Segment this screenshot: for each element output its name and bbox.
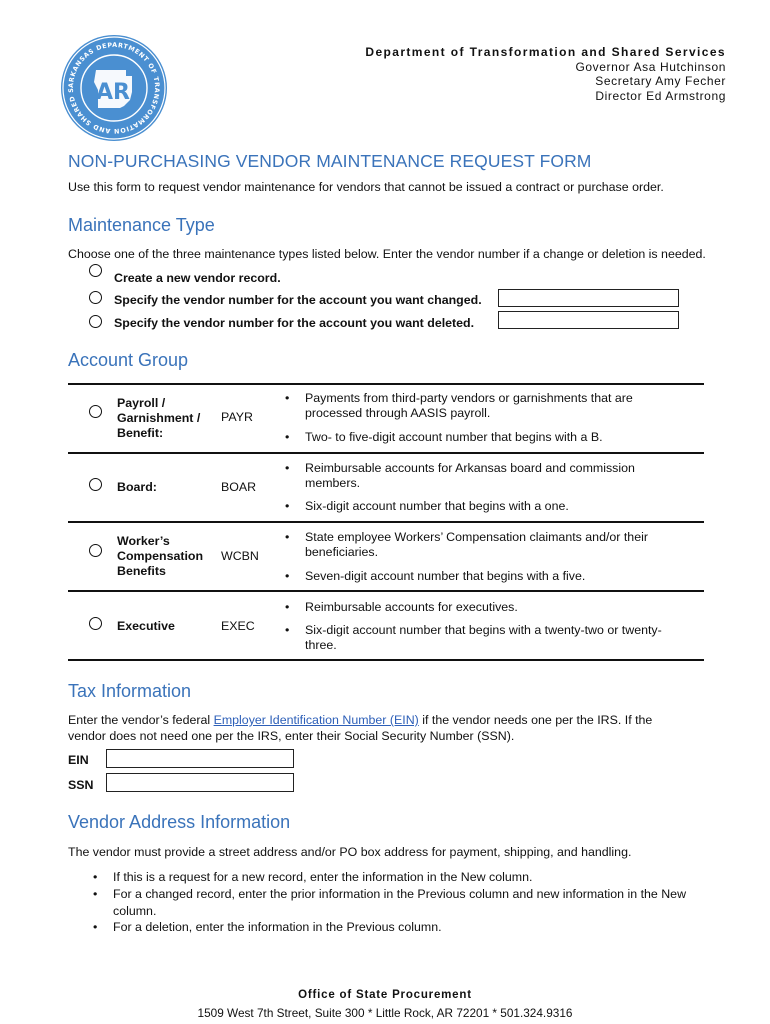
footer-address: 1509 West 7th Street, Suite 300 * Little Rock, AR 72201 * 501.324.9316 <box>197 1006 573 1020</box>
secretary-line: Secretary Amy Fecher <box>595 74 726 88</box>
account-code-wcbn: WCBN <box>221 549 259 563</box>
footer-office: Office of State Procurement <box>298 989 472 1001</box>
ein-label: EIN <box>68 753 89 767</box>
account-bullet: • Seven-digit account number that begins with a five. <box>305 569 670 584</box>
radio-board[interactable] <box>89 478 102 491</box>
address-bullet: • For a changed record, enter the prior information in the Previous column and new information in the New column. <box>113 886 703 919</box>
svg-text:ARKANSAS DEPARTMENT OF TRANSFO: ARKANSAS DEPARTMENT OF TRANSFORMATION AND SHARED S <box>66 40 162 136</box>
account-name-payroll: Payroll / Garnishment / Benefit: <box>117 396 201 440</box>
maintenance-instructions: Choose one of the three maintenance types listed below. Enter the vendor number if a change or deletion is needed. <box>68 247 706 261</box>
governor-line: Governor Asa Hutchinson <box>575 59 726 74</box>
account-group-heading: Account Group <box>68 350 189 370</box>
department-seal <box>60 34 168 142</box>
maintenance-heading: Maintenance Type <box>68 215 215 235</box>
option-delete-label: Specify the vendor number for the account you want deleted. <box>114 316 475 330</box>
account-code-exec: EXEC <box>221 619 255 633</box>
delete-vendor-number-field[interactable] <box>498 311 679 329</box>
address-bullet: • If this is a request for a new record, enter the information in the New column. <box>113 869 703 886</box>
tax-heading: Tax Information <box>68 681 192 701</box>
form-title: NON-PURCHASING VENDOR MAINTENANCE REQUEST FORM <box>68 151 592 171</box>
table-rule <box>68 590 704 592</box>
table-rule <box>68 659 704 661</box>
radio-create-new[interactable] <box>89 264 102 277</box>
account-code-boar: BOAR <box>221 480 257 494</box>
radio-executive[interactable] <box>89 617 102 630</box>
account-code-payr: PAYR <box>221 410 253 424</box>
ein-link[interactable]: Employer Identification Number (EIN) <box>213 713 419 727</box>
table-rule <box>68 452 704 454</box>
address-heading: Vendor Address Information <box>68 812 291 832</box>
radio-change[interactable] <box>89 291 102 304</box>
director-line: Director Ed Armstrong <box>595 88 726 103</box>
account-name-workers-comp: Worker’s Compensation Benefits <box>117 534 204 578</box>
svg-text:AR: AR <box>96 80 130 105</box>
account-bullet: • Six-digit account number that begins with a one. <box>305 499 670 514</box>
account-bullet: • State employee Workers’ Compensation claimants and/or their beneficiaries. <box>305 530 670 560</box>
table-rule <box>68 383 704 385</box>
ssn-label: SSN <box>68 778 94 792</box>
account-bullet: • Payments from third-party vendors or garnishments that are processed through AASIS payroll. <box>305 391 670 421</box>
address-intro: The vendor must provide a street address and/or PO box address for payment, shipping, and handling. <box>68 845 632 859</box>
account-name-board: Board: <box>117 480 157 494</box>
address-bullet: • For a deletion, enter the information in the Previous column. <box>113 919 703 936</box>
option-change-label: Specify the vendor number for the account you want changed. <box>114 293 482 307</box>
account-bullet: • Reimbursable accounts for executives. <box>305 600 670 615</box>
radio-workers-comp[interactable] <box>89 544 102 557</box>
form-intro: Use this form to request vendor maintenance for vendors that cannot be issued a contract or purchase order. <box>68 180 664 194</box>
option-create-label: Create a new vendor record. <box>114 271 281 285</box>
table-rule <box>68 521 704 523</box>
agency-header <box>365 45 726 103</box>
ssn-field[interactable] <box>106 773 294 792</box>
change-vendor-number-field[interactable] <box>498 289 679 307</box>
ein-field[interactable] <box>106 749 294 768</box>
account-name-executive: Executive <box>117 619 175 633</box>
radio-payroll[interactable] <box>89 405 102 418</box>
account-bullet: • Reimbursable accounts for Arkansas board and commission members. <box>305 461 670 491</box>
account-bullet: • Two- to five-digit account number that begins with a B. <box>305 430 670 445</box>
account-bullet: • Six-digit account number that begins with a twenty-two or twenty-three. <box>305 623 670 653</box>
department-name: Department of Transformation and Shared Services <box>365 45 726 59</box>
radio-delete[interactable] <box>89 315 102 328</box>
tax-instructions: Enter the vendor’s federal Employer Identification Number (EIN) if the vendor needs one per the IRS. If the vendor does not need one per the IRS, enter their Social Security Number (SSN). <box>68 713 653 743</box>
